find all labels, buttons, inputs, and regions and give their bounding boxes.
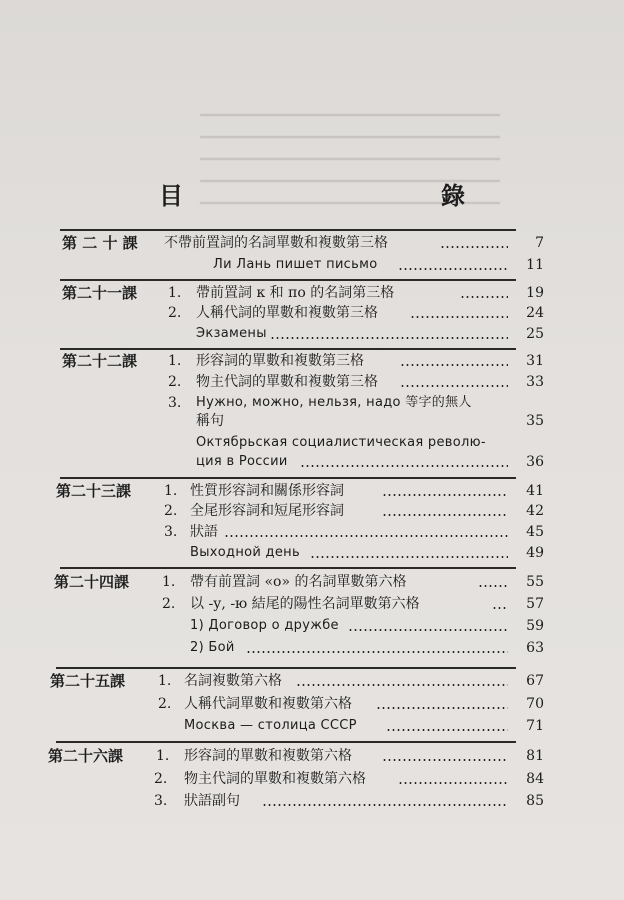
toc-entry [0,593,624,615]
entry-text: 物主代詞的單數和複數第三格 [196,374,378,390]
item-number: 1. [168,353,182,369]
toc-entry [0,715,624,737]
entry-text: 人稱代詞的單數和複數第三格 [196,305,378,321]
toc-entry [0,480,624,502]
page-number: 35 [526,413,544,429]
leader-dots [300,465,508,467]
leader-dots [262,804,508,806]
entry-text: 帶前置詞 к 和 по 的名詞第三格 [196,285,395,301]
leader-dots [400,385,508,387]
item-number: 2. [154,771,168,787]
entry-text: Москва — столица СССР [184,718,357,733]
page-number: 45 [526,524,544,540]
toc-entry [0,500,624,522]
leader-dots [382,514,508,516]
page-number: 19 [526,285,544,301]
page-number: 67 [526,673,544,689]
entry-text: 全尾形容詞和短尾形容詞 [190,503,344,519]
lesson-label: 第二十四課 [54,573,130,591]
item-number: 2. [168,374,182,390]
section-rule [56,741,516,743]
entry-text: 人稱代詞單數和複數第六格 [184,696,352,712]
item-number: 2. [164,503,178,519]
entry-text: ция в России [196,454,288,469]
toc-entry [0,693,624,715]
toc-entry [0,790,624,812]
toc-entry [0,282,624,304]
toc-entry [0,302,624,324]
leader-dots [400,364,508,366]
entry-text: 稱句 [196,413,224,429]
toc-entry [0,410,624,432]
toc-entry [0,254,624,276]
toc-entry [0,745,624,767]
page-number: 25 [526,326,544,342]
lesson-label: 第二十五課 [50,672,126,690]
entry-text: 狀語 [190,524,218,540]
page-number: 49 [526,545,544,561]
item-number: 3. [154,793,168,809]
page-number: 42 [526,503,544,519]
section-rule [60,279,516,281]
leader-dots [398,268,508,270]
toc-entry [0,350,624,372]
page-number: 41 [526,483,544,499]
leader-dots [382,759,508,761]
toc-entry [0,451,624,473]
item-number: 2. [162,596,176,612]
item-number: 1. [162,574,176,590]
page-number: 24 [526,305,544,321]
leader-dots [310,556,508,558]
page-number: 33 [526,374,544,390]
lesson-label: 第二十一課 [62,284,138,302]
leader-dots [440,246,508,248]
leader-dots [376,707,508,709]
page-title: 目 錄 [159,181,535,210]
item-number: 2. [158,696,172,712]
leader-dots [398,782,508,784]
entry-text: Экзамены [196,326,267,341]
page-number: 81 [526,748,544,764]
entry-text: 不帶前置詞的名詞單數和複數第三格 [164,235,388,251]
leader-dots [382,494,508,496]
leader-dots [246,651,508,653]
page-number: 57 [526,596,544,612]
page-number: 63 [526,640,544,656]
entry-text: 形容詞的單數和複數第三格 [196,353,364,369]
entry-text: 1) Договор о дружбе [190,618,339,633]
entry-text: Ли Лань пишет письмо [213,257,378,272]
entry-text: Выходной день [190,545,300,560]
page-number: 36 [526,454,544,470]
toc-entry [0,670,624,692]
entry-text: 物主代詞的單數和複數第六格 [184,771,366,787]
item-number: 1. [158,673,172,689]
entry-text: 狀語副句 [184,793,240,809]
leader-dots [224,535,508,537]
toc-entry [0,637,624,659]
leader-dots [460,296,508,298]
leader-dots [386,729,508,731]
leader-dots [270,337,508,339]
toc-entry [0,768,624,790]
section-rule [56,667,516,669]
toc-entry [0,232,624,254]
page-number: 11 [526,257,544,273]
item-number: 3. [168,395,182,411]
leader-dots [348,629,508,631]
item-number: 2. [168,305,182,321]
toc-entry [0,371,624,393]
lesson-label: 第二十二課 [62,352,138,370]
toc-entry [0,542,624,564]
page-number: 70 [526,696,544,712]
entry-text: 以 -у, -ю 結尾的陽性名詞單數第六格 [190,596,420,612]
page-number: 85 [526,793,544,809]
item-number: 3. [164,524,178,540]
page-number: 55 [526,574,544,590]
leader-dots [296,684,508,686]
section-rule [60,567,516,569]
page-number: 84 [526,771,544,787]
page-number: 71 [526,718,544,734]
entry-text: 2) Бой [190,640,235,655]
entry-text: 性質形容詞和關係形容詞 [190,483,344,499]
toc-entry [0,521,624,543]
page-number: 7 [535,235,544,251]
toc-entry [0,615,624,637]
entry-text: 帶有前置詞 «о» 的名詞單數第六格 [190,574,407,590]
item-number: 1. [156,748,170,764]
page-number: 59 [526,618,544,634]
toc-entry [0,571,624,593]
section-rule [60,229,516,231]
toc-entry [0,323,624,345]
entry-text: 名詞複數第六格 [184,673,282,689]
item-number: 1. [164,483,178,499]
lesson-label: 第 二 十 課 [62,234,138,252]
lesson-label: 第二十三課 [56,482,132,500]
entry-text: Октябрьская социалистическая револю- [196,435,486,450]
section-rule [60,477,516,479]
lesson-label: 第二十六課 [48,747,124,765]
leader-dots [410,316,508,318]
entry-text: 形容詞的單數和複數第六格 [184,748,352,764]
page-number: 31 [526,353,544,369]
item-number: 1. [168,285,182,301]
entry-text: Нужно, можно, нельзя, надо 等字的無人 [196,395,472,410]
